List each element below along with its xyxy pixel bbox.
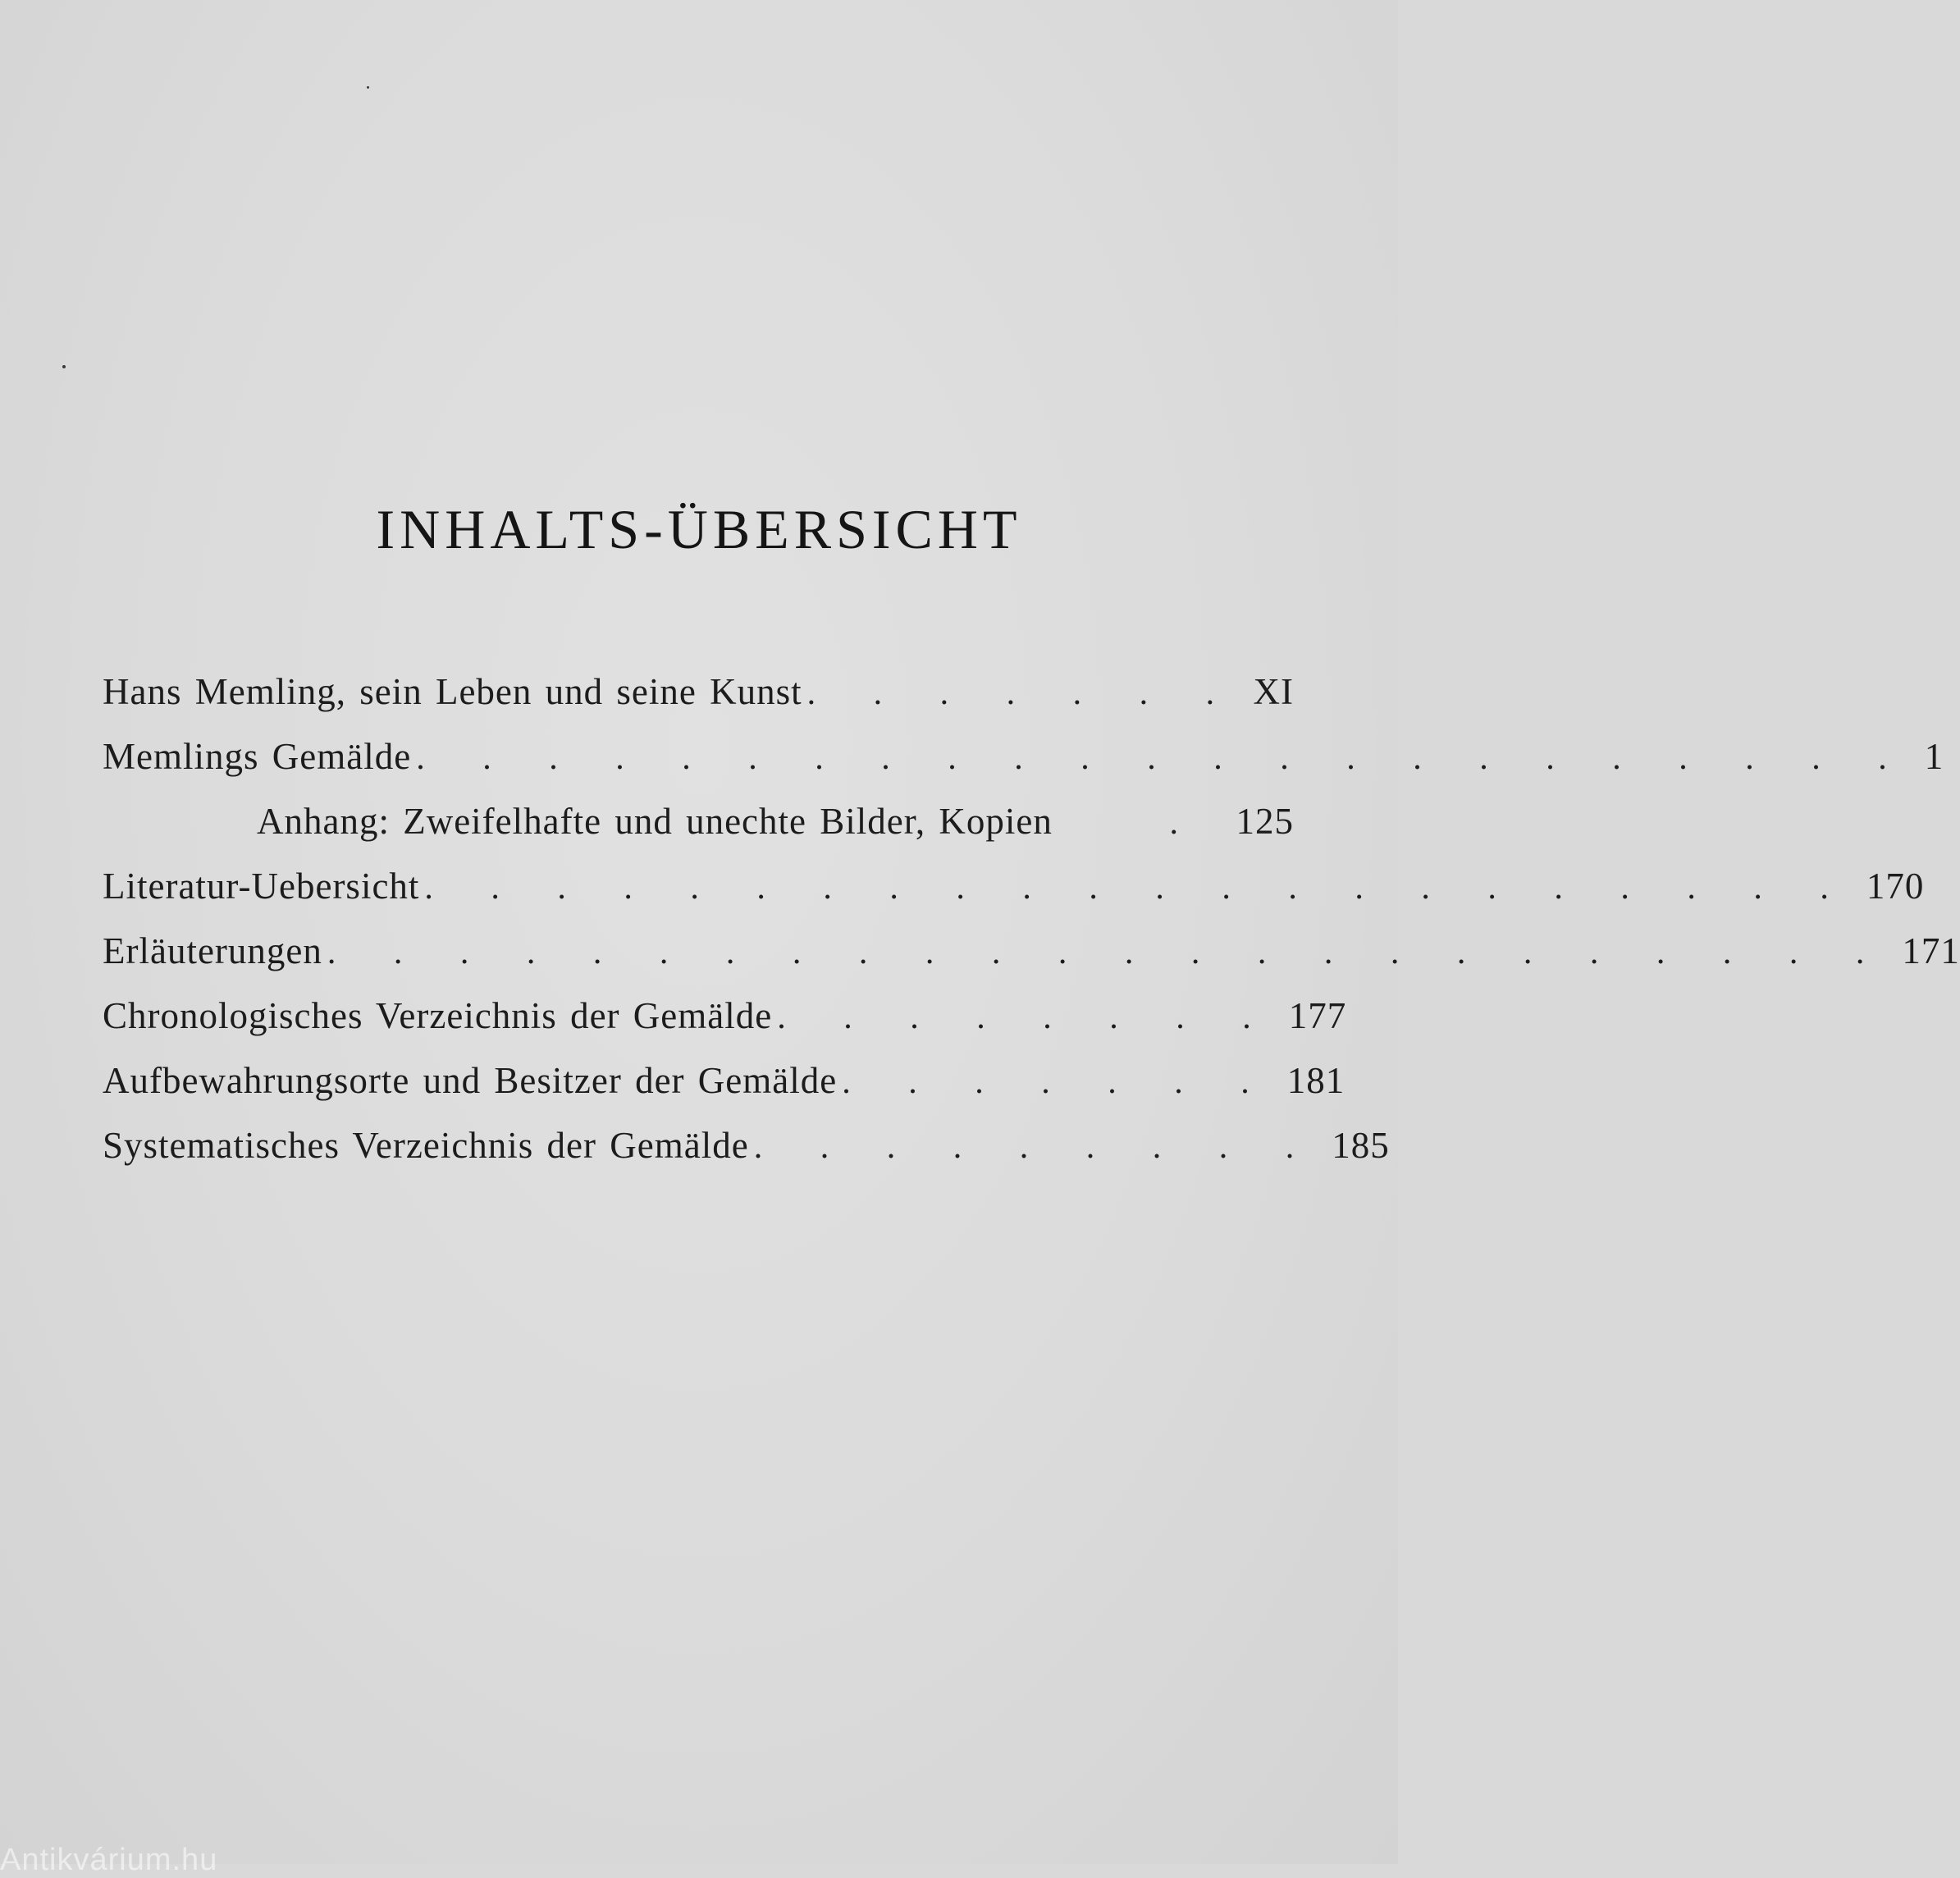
toc-leader-dots: . . . . . . . (842, 1063, 1272, 1101)
toc-entry-label: Aufbewahrungsorte und Besitzer der Gemälde (103, 1060, 838, 1101)
toc-entry[interactable] (103, 1037, 1346, 1102)
toc-leader-dots: . . . . . . . . . . . . . . . . . . . . . . (424, 869, 1852, 907)
toc-entry[interactable] (103, 713, 1944, 778)
paper-speck (367, 86, 369, 89)
toc-leader-dots: . . . . . . . (806, 674, 1238, 712)
toc-leader-dots: . . . . . . . . . . . . . . . . . . . . . . . . (327, 934, 1888, 971)
toc-entry[interactable] (103, 843, 1925, 907)
toc-page-number: 171 (1902, 930, 1960, 971)
toc-entry[interactable] (103, 972, 1347, 1037)
toc-entry-label: Literatur-Uebersicht (103, 866, 420, 907)
toc-entry[interactable] (103, 907, 1960, 972)
toc-leader-dots: . . . . . . . . . . . . . . . . . . . . . . . (416, 739, 1910, 777)
toc-page-number: 181 (1286, 1060, 1346, 1101)
toc-entry-label: Erläuterungen (103, 930, 322, 971)
toc-entry-label: Hans Memling, sein Leben und seine Kunst (103, 671, 802, 712)
toc-page-number: 177 (1288, 995, 1347, 1036)
toc-entry[interactable] (103, 648, 1294, 713)
page-title: INHALTS-ÜBERSICHT (376, 497, 1022, 560)
toc-leader-dots: . (1169, 804, 1201, 842)
toc-entry[interactable] (103, 778, 1294, 843)
table-of-contents (103, 648, 1960, 1167)
toc-entry-label: Chronologisches Verzeichnis der Gemälde (103, 995, 773, 1036)
toc-entry-label: Systematisches Verzeichnis der Gemälde (103, 1125, 749, 1166)
paper-speck (62, 365, 66, 368)
toc-page-number: 170 (1866, 866, 1925, 907)
toc-leader-dots: . . . . . . . . (777, 998, 1274, 1036)
watermark: Antikvárium.hu (0, 1843, 218, 1877)
toc-page-number: 1 (1924, 736, 1944, 777)
toc-page-number: 185 (1332, 1125, 1390, 1166)
toc-page-number: XI (1253, 671, 1294, 712)
toc-entry[interactable] (103, 1102, 1390, 1167)
toc-entry-label: Memlings Gemälde (103, 736, 412, 777)
toc-page-number: 125 (1236, 801, 1294, 842)
toc-leader-dots: . . . . . . . . . (753, 1128, 1318, 1166)
toc-entry-label: Anhang: Zweifelhafte und unechte Bilder, Kopien (257, 801, 1053, 842)
